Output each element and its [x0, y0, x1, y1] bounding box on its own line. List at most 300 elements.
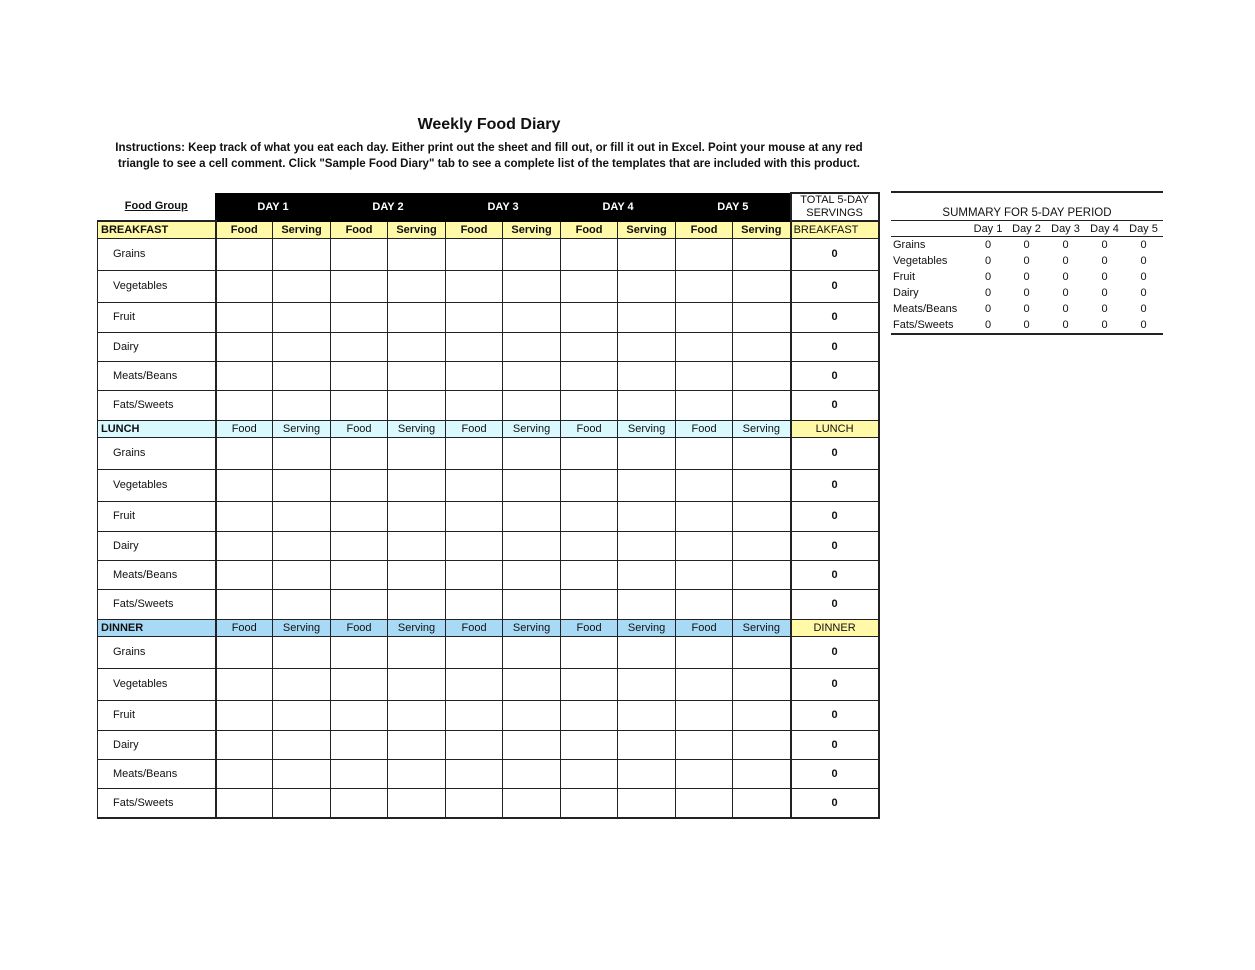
total-servings-value: 0 [791, 302, 879, 332]
summary-value: 0 [1101, 271, 1108, 283]
serving-entry-cell[interactable] [273, 668, 331, 700]
food-entry-cell[interactable] [331, 759, 388, 788]
food-entry-cell[interactable] [676, 636, 733, 668]
summary-value: 0 [984, 319, 992, 331]
food-entry-cell[interactable] [561, 788, 618, 818]
serving-entry-cell[interactable] [733, 589, 791, 619]
food-entry-cell[interactable] [676, 238, 733, 270]
summary-value: 0 [1140, 271, 1147, 283]
serving-entry-cell[interactable] [618, 270, 676, 302]
day-4-header: DAY 4 [561, 193, 676, 221]
serving-entry-cell[interactable] [388, 560, 446, 589]
food-group-label: Fruit [98, 501, 216, 531]
summary-column-header: Day 3 [1046, 221, 1085, 237]
food-entry-cell[interactable] [676, 361, 733, 390]
section-header-breakfast [98, 221, 879, 238]
food-entry-cell[interactable] [331, 589, 388, 619]
serving-entry-cell[interactable] [733, 788, 791, 818]
serving-entry-cell[interactable] [388, 270, 446, 302]
summary-value: 0 [1140, 287, 1147, 299]
section-total-label: LUNCH [791, 420, 879, 437]
serving-entry-cell[interactable] [733, 361, 791, 390]
food-column-label: Food [561, 619, 618, 636]
food-entry-cell[interactable] [446, 759, 503, 788]
serving-entry-cell[interactable] [273, 700, 331, 730]
serving-entry-cell[interactable] [618, 730, 676, 759]
food-group-header: Food Group [98, 193, 216, 221]
serving-entry-cell[interactable] [733, 730, 791, 759]
food-entry-cell[interactable] [446, 531, 503, 560]
food-group-label: Dairy [98, 332, 216, 361]
table-row [98, 668, 879, 700]
table-row [98, 469, 879, 501]
food-entry-cell[interactable] [676, 730, 733, 759]
food-column-label: Food [331, 619, 388, 636]
food-entry-cell[interactable] [676, 668, 733, 700]
serving-entry-cell[interactable] [503, 390, 561, 420]
food-column-label: Food [216, 619, 273, 636]
serving-entry-cell[interactable] [273, 531, 331, 560]
food-diary-table [97, 192, 880, 819]
summary-column-header: Day 1 [969, 221, 1007, 237]
serving-entry-cell[interactable] [733, 238, 791, 270]
food-entry-cell[interactable] [676, 589, 733, 619]
serving-entry-cell[interactable] [503, 531, 561, 560]
table-row [98, 302, 879, 332]
serving-entry-cell[interactable] [618, 589, 676, 619]
food-entry-cell[interactable] [216, 531, 273, 560]
food-entry-cell[interactable] [331, 788, 388, 818]
food-entry-cell[interactable] [561, 589, 618, 619]
food-entry-cell[interactable] [561, 759, 618, 788]
food-entry-cell[interactable] [216, 730, 273, 759]
summary-value: 0 [1023, 287, 1030, 299]
food-entry-cell[interactable] [446, 560, 503, 589]
food-entry-cell[interactable] [561, 390, 618, 420]
total-servings-value: 0 [791, 700, 879, 730]
table-row [98, 501, 879, 531]
table-row [98, 531, 879, 560]
serving-entry-cell[interactable] [618, 560, 676, 589]
summary-value: 0 [1140, 319, 1147, 331]
serving-entry-cell[interactable] [503, 636, 561, 668]
food-column-label: Food [446, 420, 503, 437]
food-entry-cell[interactable] [331, 531, 388, 560]
serving-entry-cell[interactable] [503, 788, 561, 818]
total-servings-header: TOTAL 5-DAY SERVINGS [791, 193, 879, 221]
serving-entry-cell[interactable] [503, 560, 561, 589]
food-entry-cell[interactable] [561, 730, 618, 759]
summary-value: 0 [1101, 255, 1108, 267]
total-servings-value: 0 [791, 238, 879, 270]
serving-column-label: Serving [733, 420, 791, 437]
food-entry-cell[interactable] [216, 437, 273, 469]
summary-value: 0 [1140, 255, 1147, 267]
food-group-label: Fruit [98, 302, 216, 332]
serving-entry-cell[interactable] [273, 560, 331, 589]
total-servings-value: 0 [791, 788, 879, 818]
serving-entry-cell[interactable] [503, 361, 561, 390]
food-column-label: Food [676, 420, 733, 437]
food-group-label: Fats/Sweets [98, 589, 216, 619]
food-column-label: Food [446, 221, 503, 238]
serving-entry-cell[interactable] [388, 501, 446, 531]
serving-entry-cell[interactable] [388, 730, 446, 759]
food-entry-cell[interactable] [446, 469, 503, 501]
serving-entry-cell[interactable] [388, 531, 446, 560]
food-entry-cell[interactable] [561, 332, 618, 361]
food-entry-cell[interactable] [216, 668, 273, 700]
food-column-label: Food [216, 221, 273, 238]
food-entry-cell[interactable] [676, 270, 733, 302]
summary-row [891, 301, 1163, 317]
serving-column-label: Serving [273, 420, 331, 437]
total-servings-value: 0 [791, 361, 879, 390]
food-entry-cell[interactable] [676, 759, 733, 788]
serving-entry-cell[interactable] [273, 730, 331, 759]
food-entry-cell[interactable] [331, 270, 388, 302]
serving-entry-cell[interactable] [273, 390, 331, 420]
food-entry-cell[interactable] [216, 270, 273, 302]
serving-entry-cell[interactable] [618, 437, 676, 469]
serving-entry-cell[interactable] [503, 700, 561, 730]
food-entry-cell[interactable] [676, 531, 733, 560]
day-header-row [98, 193, 879, 221]
food-entry-cell[interactable] [676, 700, 733, 730]
food-entry-cell[interactable] [561, 560, 618, 589]
section-header-dinner [98, 619, 879, 636]
food-entry-cell[interactable] [446, 501, 503, 531]
food-entry-cell[interactable] [216, 759, 273, 788]
serving-column-label: Serving [618, 420, 676, 437]
food-entry-cell[interactable] [446, 437, 503, 469]
serving-entry-cell[interactable] [388, 788, 446, 818]
summary-value: 0 [1101, 287, 1108, 299]
food-entry-cell[interactable] [446, 668, 503, 700]
serving-entry-cell[interactable] [388, 332, 446, 361]
summary-value: 0 [984, 255, 992, 267]
food-entry-cell[interactable] [216, 501, 273, 531]
serving-column-label: Serving [503, 420, 561, 437]
food-entry-cell[interactable] [216, 788, 273, 818]
section-total-label: BREAKFAST [791, 221, 879, 238]
food-entry-cell[interactable] [331, 501, 388, 531]
serving-entry-cell[interactable] [273, 589, 331, 619]
food-entry-cell[interactable] [331, 700, 388, 730]
page-title: Weekly Food Diary [417, 116, 561, 133]
food-entry-cell[interactable] [561, 531, 618, 560]
serving-entry-cell[interactable] [503, 501, 561, 531]
food-entry-cell[interactable] [676, 560, 733, 589]
serving-entry-cell[interactable] [618, 302, 676, 332]
food-entry-cell[interactable] [331, 332, 388, 361]
serving-entry-cell[interactable] [388, 636, 446, 668]
serving-entry-cell[interactable] [273, 469, 331, 501]
food-group-label: Meats/Beans [98, 759, 216, 788]
food-entry-cell[interactable] [561, 302, 618, 332]
food-entry-cell[interactable] [216, 390, 273, 420]
summary-value: 0 [984, 271, 992, 283]
serving-column-label: Serving [503, 619, 561, 636]
food-entry-cell[interactable] [561, 238, 618, 270]
serving-entry-cell[interactable] [273, 501, 331, 531]
serving-entry-cell[interactable] [388, 238, 446, 270]
food-column-label: Food [331, 420, 388, 437]
food-entry-cell[interactable] [446, 270, 503, 302]
food-entry-cell[interactable] [216, 589, 273, 619]
serving-entry-cell[interactable] [618, 531, 676, 560]
food-entry-cell[interactable] [446, 700, 503, 730]
serving-entry-cell[interactable] [503, 759, 561, 788]
serving-entry-cell[interactable] [388, 437, 446, 469]
total-servings-value: 0 [791, 560, 879, 589]
summary-value: 0 [1023, 319, 1030, 331]
serving-entry-cell[interactable] [733, 531, 791, 560]
food-entry-cell[interactable] [216, 238, 273, 270]
food-entry-cell[interactable] [561, 501, 618, 531]
section-total-label: DINNER [791, 619, 879, 636]
summary-value: 0 [1101, 303, 1108, 315]
serving-column-label: Serving [388, 420, 446, 437]
food-entry-cell[interactable] [446, 788, 503, 818]
summary-value: 0 [1023, 303, 1030, 315]
serving-entry-cell[interactable] [273, 437, 331, 469]
food-entry-cell[interactable] [676, 332, 733, 361]
food-entry-cell[interactable] [331, 390, 388, 420]
serving-entry-cell[interactable] [733, 501, 791, 531]
serving-entry-cell[interactable] [273, 270, 331, 302]
serving-entry-cell[interactable] [618, 788, 676, 818]
food-entry-cell[interactable] [446, 390, 503, 420]
food-entry-cell[interactable] [676, 469, 733, 501]
serving-entry-cell[interactable] [618, 501, 676, 531]
summary-value: 0 [1062, 255, 1069, 267]
serving-entry-cell[interactable] [618, 361, 676, 390]
food-entry-cell[interactable] [561, 437, 618, 469]
serving-entry-cell[interactable] [733, 759, 791, 788]
total-servings-value: 0 [791, 469, 879, 501]
serving-entry-cell[interactable] [618, 668, 676, 700]
serving-entry-cell[interactable] [273, 332, 331, 361]
food-entry-cell[interactable] [331, 560, 388, 589]
food-entry-cell[interactable] [331, 668, 388, 700]
table-row [98, 636, 879, 668]
food-entry-cell[interactable] [676, 390, 733, 420]
total-servings-value: 0 [791, 531, 879, 560]
serving-column-label: Serving [733, 221, 791, 238]
food-group-label: Meats/Beans [98, 361, 216, 390]
serving-entry-cell[interactable] [618, 700, 676, 730]
serving-entry-cell[interactable] [733, 636, 791, 668]
serving-entry-cell[interactable] [733, 700, 791, 730]
serving-entry-cell[interactable] [273, 238, 331, 270]
serving-entry-cell[interactable] [503, 730, 561, 759]
serving-entry-cell[interactable] [503, 270, 561, 302]
summary-row-label: Fats/Sweets [893, 319, 954, 331]
day-3-header: DAY 3 [446, 193, 561, 221]
serving-entry-cell[interactable] [273, 302, 331, 332]
summary-value: 0 [1023, 255, 1030, 267]
table-row [98, 700, 879, 730]
food-entry-cell[interactable] [446, 589, 503, 619]
food-entry-cell[interactable] [561, 668, 618, 700]
food-entry-cell[interactable] [216, 636, 273, 668]
table-row [98, 560, 879, 589]
food-entry-cell[interactable] [446, 332, 503, 361]
serving-entry-cell[interactable] [388, 302, 446, 332]
serving-entry-cell[interactable] [618, 759, 676, 788]
food-column-label: Food [446, 619, 503, 636]
serving-entry-cell[interactable] [733, 469, 791, 501]
table-row [98, 238, 879, 270]
table-row [98, 589, 879, 619]
food-group-label: Dairy [98, 531, 216, 560]
food-entry-cell[interactable] [561, 469, 618, 501]
summary-value: 0 [1023, 239, 1030, 251]
serving-entry-cell[interactable] [503, 332, 561, 361]
total-servings-value: 0 [791, 437, 879, 469]
serving-entry-cell[interactable] [618, 636, 676, 668]
summary-row [891, 253, 1163, 269]
summary-value: 0 [1062, 319, 1069, 331]
summary-row [891, 269, 1163, 285]
table-row [98, 788, 879, 818]
serving-column-label: Serving [273, 619, 331, 636]
total-servings-value: 0 [791, 759, 879, 788]
serving-entry-cell[interactable] [388, 759, 446, 788]
summary-column-header: Day 5 [1124, 221, 1163, 237]
food-entry-cell[interactable] [676, 788, 733, 818]
serving-entry-cell[interactable] [503, 437, 561, 469]
serving-column-label: Serving [503, 221, 561, 238]
serving-entry-cell[interactable] [388, 469, 446, 501]
food-entry-cell[interactable] [216, 361, 273, 390]
serving-entry-cell[interactable] [388, 700, 446, 730]
serving-entry-cell[interactable] [503, 589, 561, 619]
food-entry-cell[interactable] [216, 560, 273, 589]
summary-table [891, 221, 1163, 333]
serving-entry-cell[interactable] [503, 469, 561, 501]
summary-value: 0 [984, 303, 992, 315]
food-column-label: Food [216, 420, 273, 437]
serving-entry-cell[interactable] [273, 788, 331, 818]
summary-panel [891, 191, 1163, 335]
serving-entry-cell[interactable] [273, 636, 331, 668]
day-1-header: DAY 1 [216, 193, 331, 221]
food-entry-cell[interactable] [446, 636, 503, 668]
summary-row-label: Vegetables [893, 255, 948, 267]
food-entry-cell[interactable] [446, 302, 503, 332]
serving-entry-cell[interactable] [733, 390, 791, 420]
food-entry-cell[interactable] [561, 270, 618, 302]
summary-title: SUMMARY FOR 5-DAY PERIOD [942, 207, 1112, 219]
serving-entry-cell[interactable] [733, 302, 791, 332]
summary-value: 0 [1062, 271, 1069, 283]
food-entry-cell[interactable] [561, 700, 618, 730]
food-group-label: Grains [98, 437, 216, 469]
food-entry-cell[interactable] [676, 437, 733, 469]
table-row [98, 390, 879, 420]
total-servings-value: 0 [791, 501, 879, 531]
food-group-label: Grains [98, 238, 216, 270]
serving-entry-cell[interactable] [503, 668, 561, 700]
food-entry-cell[interactable] [331, 437, 388, 469]
food-entry-cell[interactable] [331, 636, 388, 668]
food-column-label: Food [561, 221, 618, 238]
serving-entry-cell[interactable] [733, 270, 791, 302]
food-entry-cell[interactable] [331, 361, 388, 390]
food-entry-cell[interactable] [331, 302, 388, 332]
serving-entry-cell[interactable] [733, 332, 791, 361]
total-servings-value: 0 [791, 668, 879, 700]
serving-entry-cell[interactable] [388, 390, 446, 420]
section-title: BREAKFAST [98, 221, 216, 238]
serving-entry-cell[interactable] [273, 361, 331, 390]
food-column-label: Food [676, 221, 733, 238]
section-title: DINNER [98, 619, 216, 636]
food-entry-cell[interactable] [561, 361, 618, 390]
food-column-label: Food [331, 221, 388, 238]
food-group-label: Vegetables [98, 270, 216, 302]
serving-entry-cell[interactable] [388, 361, 446, 390]
food-entry-cell[interactable] [216, 332, 273, 361]
summary-value: 0 [1140, 303, 1147, 315]
food-entry-cell[interactable] [331, 730, 388, 759]
food-group-label: Dairy [98, 730, 216, 759]
food-entry-cell[interactable] [676, 501, 733, 531]
summary-value: 0 [1062, 287, 1069, 299]
food-entry-cell[interactable] [561, 636, 618, 668]
serving-entry-cell[interactable] [618, 332, 676, 361]
food-group-label: Grains [98, 636, 216, 668]
total-servings-value: 0 [791, 270, 879, 302]
food-group-label: Fats/Sweets [98, 788, 216, 818]
total-servings-value: 0 [791, 636, 879, 668]
total-servings-value: 0 [791, 730, 879, 759]
summary-row [891, 285, 1163, 301]
table-row [98, 270, 879, 302]
food-group-label: Meats/Beans [98, 560, 216, 589]
summary-column-header: Day 4 [1085, 221, 1124, 237]
food-entry-cell[interactable] [331, 238, 388, 270]
serving-entry-cell[interactable] [618, 390, 676, 420]
section-title: LUNCH [98, 420, 216, 437]
food-column-label: Food [561, 420, 618, 437]
food-entry-cell[interactable] [446, 238, 503, 270]
total-servings-value: 0 [791, 332, 879, 361]
food-entry-cell[interactable] [216, 302, 273, 332]
serving-entry-cell[interactable] [503, 302, 561, 332]
serving-entry-cell[interactable] [388, 668, 446, 700]
serving-entry-cell[interactable] [733, 437, 791, 469]
serving-entry-cell[interactable] [618, 469, 676, 501]
food-entry-cell[interactable] [446, 730, 503, 759]
serving-entry-cell[interactable] [733, 560, 791, 589]
food-entry-cell[interactable] [216, 469, 273, 501]
summary-value: 0 [984, 239, 992, 251]
serving-entry-cell[interactable] [388, 589, 446, 619]
food-entry-cell[interactable] [216, 700, 273, 730]
table-row [98, 361, 879, 390]
serving-entry-cell[interactable] [273, 759, 331, 788]
serving-entry-cell[interactable] [618, 238, 676, 270]
food-entry-cell[interactable] [446, 361, 503, 390]
day-2-header: DAY 2 [331, 193, 446, 221]
food-entry-cell[interactable] [331, 469, 388, 501]
food-entry-cell[interactable] [676, 302, 733, 332]
serving-entry-cell[interactable] [733, 668, 791, 700]
serving-entry-cell[interactable] [503, 238, 561, 270]
